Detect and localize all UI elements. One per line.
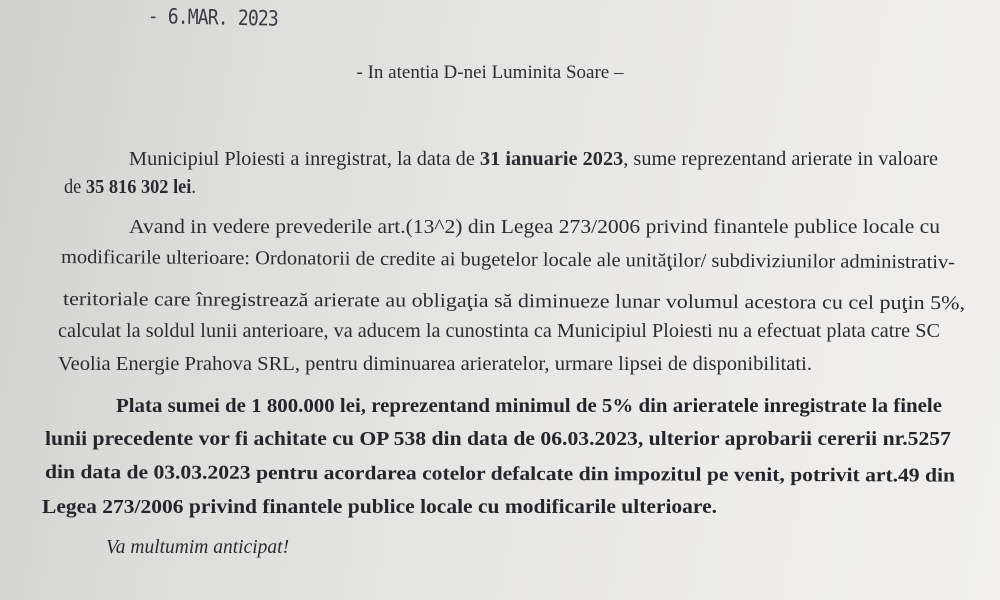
closing-line: Va multumim anticipat! [106, 537, 290, 558]
text: , sume reprezentand arierate in valoare [623, 149, 938, 170]
paragraph-2-line-1: Avand in vedere prevederile art.(13^2) din Legea 273/2006 privind finantele publice locale cu [129, 217, 940, 238]
text: de [64, 177, 86, 198]
paragraph-2-line-5: Veolia Energie Prahova SRL, pentru diminuarea arieratelor, urmare lipsei de disponibilitati. [58, 354, 812, 375]
arrears-amount: 35 816 302 lei [85, 177, 192, 198]
text: . [191, 177, 197, 198]
paragraph-2-line-2: modificarile ulterioare: Ordonatorii de credite ai bugetelor locale ale unităţilor/ subdiviziunilor administrativ- [60, 247, 956, 274]
paragraph-3-line-4: Legea 273/2006 privind finantele publice locale cu modificarile ulterioare. [42, 497, 718, 518]
attention-line: - In atentia D-nei Luminita Soare – [356, 62, 624, 83]
paragraph-2-line-4: calculat la soldul lunii anterioare, va aducem la cunostinta ca Municipiul Ploiesti nu a efectuat plata catre SC [58, 321, 940, 342]
registration-date-stamp: - 6.MAR. 2023 [147, 4, 279, 31]
paragraph-3-line-1: Plata sumei de 1 800.000 lei, reprezentand minimul de 5% din arieratele inregistrate la finele [116, 396, 942, 417]
paragraph-2-line-3: teritoriale care înregistrează arierate au obligaţia să diminueze lunar volumul acestora cu cel puţin 5%, [62, 289, 966, 315]
report-date: 31 ianuarie 2023 [479, 149, 624, 170]
paragraph-3-line-3: din data de 03.03.2023 pentru acordarea cotelor defalcate din impozitul pe venit, potrivit art.49 din [44, 462, 956, 487]
paragraph-3-line-2: lunii precedente vor fi achitate cu OP 538 din data de 06.03.2023, ulterior aprobarii cererii nr.5257 [45, 429, 951, 450]
paragraph-1-line-2 [64, 178, 196, 198]
text: Municipiul Ploiesti a inregistrat, la data de [129, 149, 480, 170]
paragraph-1-line-1 [129, 150, 938, 170]
